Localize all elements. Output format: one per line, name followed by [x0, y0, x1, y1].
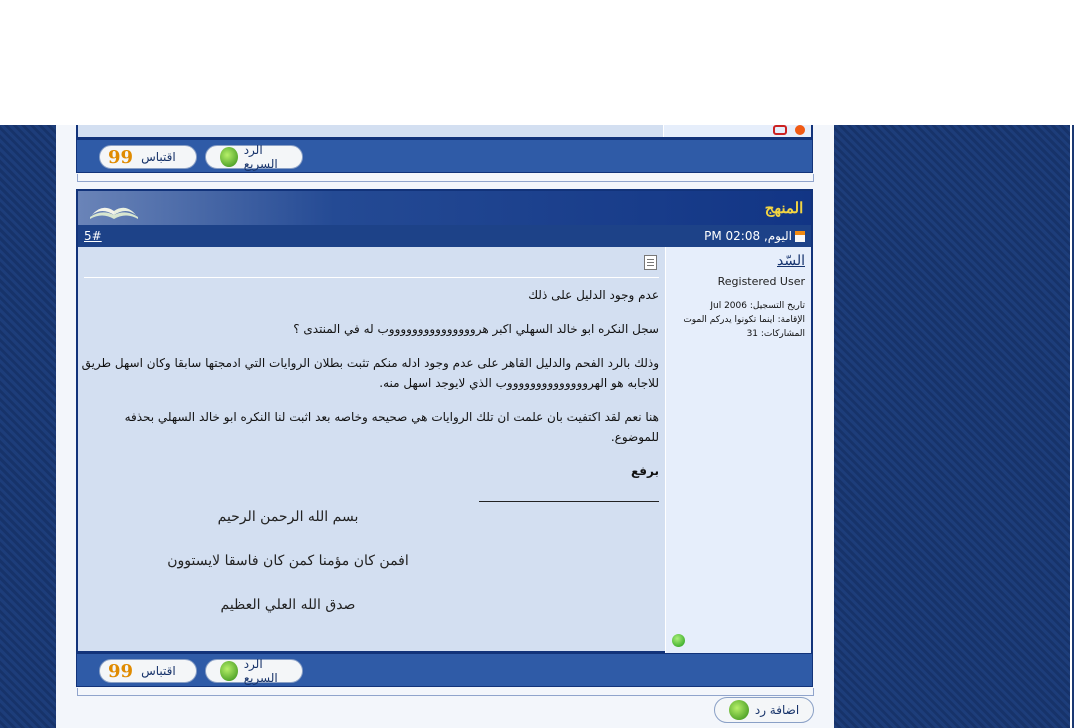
user-title: Registered User [717, 275, 805, 288]
quick-reply-button[interactable]: الرد السريع [205, 145, 303, 169]
divider [84, 277, 659, 278]
quote-icon: 99 [108, 146, 134, 168]
reply-arrow-icon [220, 147, 238, 167]
post-content: عدم وجود الدليل على ذلك سجل النكره ابو خالد السهلي اكبر هروووووووووووووووب له في المنتدى ؟ وذلك بالرد الفحم والدليل القاهر على عدم وجود ادله منكم تثبت بطلان الروايات التي ادمجتها سابقا وكان اسهل طريق للاجابه هو الهرووووووووووووووب الذي لايوجد اسهل منه. هنا نعم لقد اكتفيت بان علمت ان تلك الروايات هي صحيحه وخاصه بعد اثبت لنا النكره ابو خالد السهلي بحذفه للموضوع. برفع بسم الله الرحمن الرحيم افمن كان مؤمنا كمن كان فاسقا لايستوون صدق الله العلي العظيم [78, 247, 665, 653]
reply-arrow-icon [729, 700, 749, 720]
online-status-icon [672, 634, 685, 647]
quick-reply-button[interactable]: الرد السريع [205, 659, 303, 683]
post-body: عدم وجود الدليل على ذلك سجل النكره ابو خالد السهلي اكبر هروووووووووووووووب له في المنتدى ؟ وذلك بالرد الفحم والدليل القاهر على عدم وجود ادله منكم تثبت بطلان الروايات التي ادمجتها سابقا وكان اسهل طريق للاجابه هو الهرووووووووووووووب الذي لايوجد اسهل منه. هنا نعم لقد اكتفيت بان علمت ان تلك الروايات هي صحيحه وخاصه بعد اثبت لنا النكره ابو خالد السهلي بحذفه للموضوع. برفع [81, 288, 659, 478]
post [76, 189, 813, 653]
post-button-bar [76, 653, 813, 687]
top-whitespace [0, 0, 1076, 125]
quote-icon: 99 [108, 660, 134, 682]
quote-button[interactable]: 99 اقتباس [99, 145, 197, 169]
post-meta-bar [78, 225, 811, 247]
previous-post-tail [76, 125, 813, 139]
post-header [78, 191, 811, 225]
offline-status-icon [795, 125, 805, 135]
post-date: اليوم, 02:08 PM [704, 229, 792, 243]
right-edge [1070, 125, 1076, 728]
user-info-column [665, 247, 811, 653]
book-icon [88, 197, 140, 221]
left-side-pattern [0, 125, 56, 728]
post-number[interactable]: 5# [84, 229, 102, 243]
user-details: تاريخ التسجيل: Jul 2006 الإقامة: اينما تكونوا يدركم الموت المشاركات: 31 [683, 301, 805, 339]
add-reply-button[interactable]: اضافة رد [714, 697, 814, 723]
post-icon [795, 231, 805, 242]
message-icon [644, 255, 657, 270]
message-icon [773, 125, 787, 135]
quote-button[interactable]: 99 اقتباس [99, 659, 197, 683]
reply-arrow-icon [220, 661, 238, 681]
signature-divider [479, 501, 659, 502]
username-link[interactable]: السّد [777, 253, 805, 269]
right-side-pattern [834, 125, 1070, 728]
site-logo: المنهج [764, 199, 804, 217]
previous-post-button-bar [76, 139, 813, 173]
